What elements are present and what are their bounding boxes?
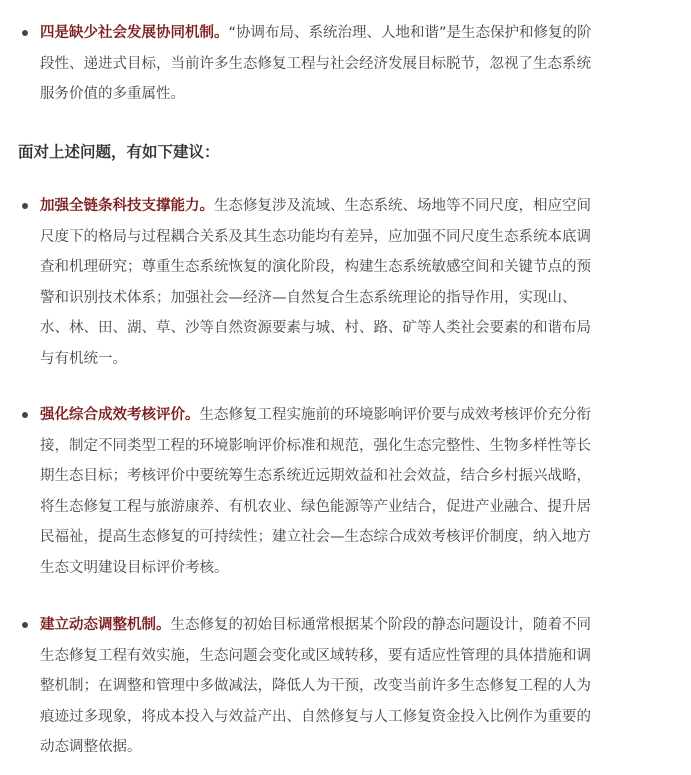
list-item-coordination	[40, 18, 598, 110]
list-item-evaluation	[40, 400, 598, 583]
item-lead: 强化综合成效考核评价。	[40, 407, 200, 423]
list-item-technology	[40, 191, 598, 374]
item-lead: 四是缺少社会发展协同机制。	[40, 25, 229, 41]
item-body: 生态修复涉及流域、生态系统、场地等不同尺度，相应空间尺度下的格局与过程耦合关系及其生态功能均有差异，应加强不同尺度生态系统本底调查和机理研究；尊重生态系统恢复的演化阶段，构建生态系统敏感空间和关键节点的预警和识别技术体系；加强社会—经济—自然复合生态系统理论的指导作用，实现山、水、林、田、湖、草、沙等自然资源要素与城、村、路、矿等人类社会要素的和谐布局与有机统一。	[40, 198, 591, 367]
bullet-icon	[22, 203, 28, 209]
item-body: “协调布局、系统治理、人地和谐”是生态保护和修复的阶段性、递进式目标，当前许多生态修复工程与社会经济发展目标脱节，忽视了生态系统服务价值的多重属性。	[40, 25, 592, 102]
bullet-icon	[22, 412, 28, 418]
item-body: 生态修复的初始目标通常根据某个阶段的静态问题设计，随着不同生态修复工程有效实施，生态问题会变化或区域转移，要有适应性管理的具体措施和调整机制；在调整和管理中多做减法，降低人为干预，改变当前许多生态修复工程的人为痕迹过多现象，将成本投入与效益产出、自然修复与人工修复资金投入比例作为重要的动态调整依据。	[40, 617, 591, 755]
bullet-icon	[22, 30, 28, 36]
item-lead: 加强全链条科技支撑能力。	[40, 198, 214, 214]
item-lead: 建立动态调整机制。	[40, 617, 171, 633]
list-item-adjustment	[40, 610, 598, 763]
item-body: 生态修复工程实施前的环境影响评价要与成效考核评价充分衔接，制定不同类型工程的环境影响评价标准和规范，强化生态完整性、生物多样性等长期生态目标；考核评价中要统筹生态系统近远期效益和社会效益，结合乡村振兴战略，将生态修复工程与旅游康养、有机农业、绿色能源等产业结合，促进产业融合、提升居民福祉，提高生态修复的可持续性；建立社会—生态综合成效考核评价制度，纳入地方生态文明建设目标评价考核。	[40, 407, 591, 576]
section-heading: 面对上述问题，有如下建议：	[18, 143, 220, 161]
bullet-icon	[22, 622, 28, 628]
